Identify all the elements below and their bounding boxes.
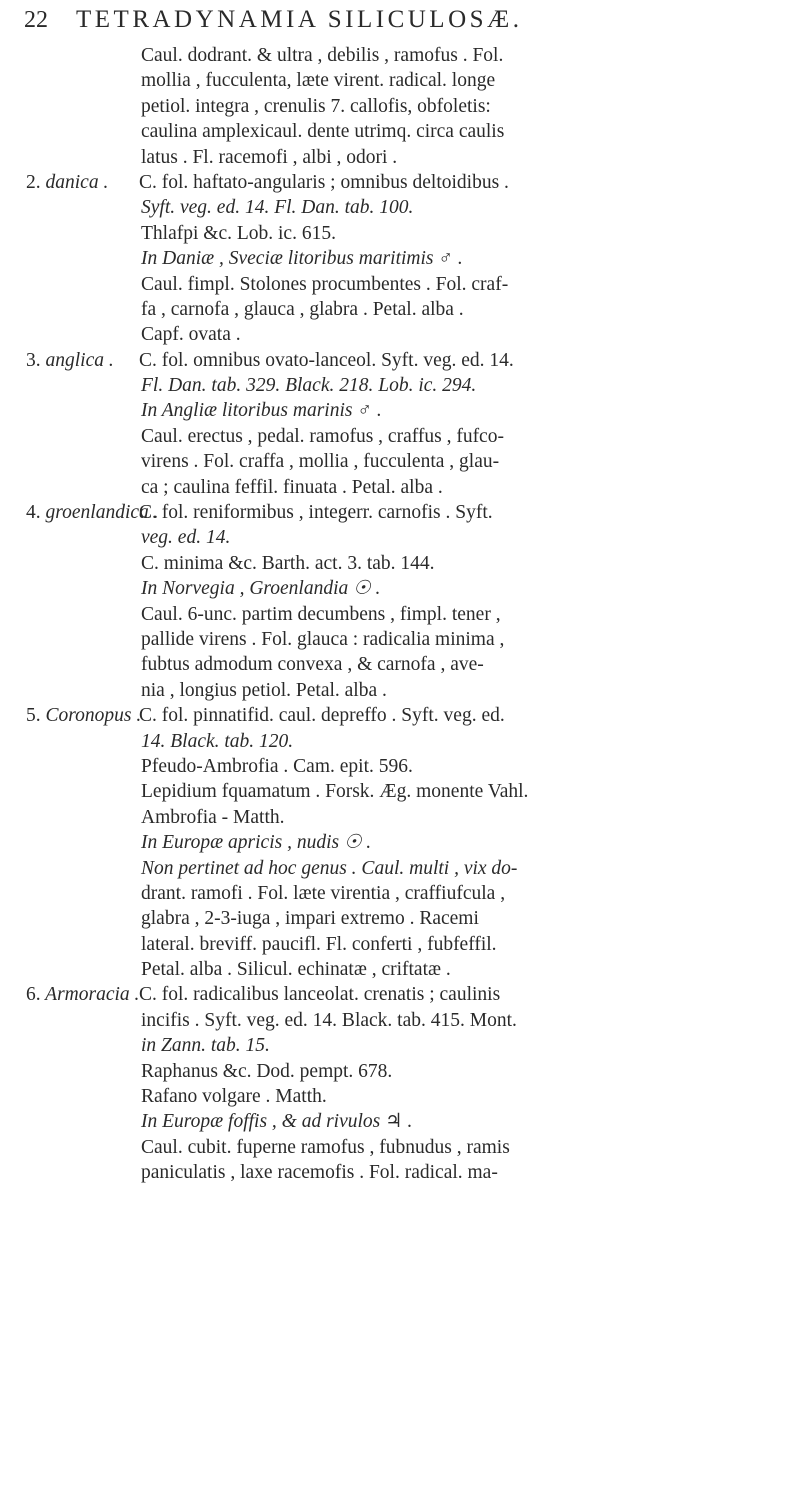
- line-text: Caul. cubit. fuperne ramofus , fubnudus , ramis: [141, 1136, 510, 1158]
- text-line: [26, 678, 796, 703]
- text-line: [26, 500, 796, 525]
- text-line: [26, 322, 796, 347]
- text-line: [26, 145, 796, 170]
- text-line: [26, 221, 796, 246]
- line-text: In Daniæ , Sveciæ litoribus maritimis ♂ .: [141, 248, 463, 270]
- text-line: [26, 627, 796, 652]
- line-text: fa , carnofa , glauca , glabra . Petal. alba .: [141, 298, 464, 320]
- species-name: anglica .: [45, 349, 114, 371]
- line-text: Pfeudo-Ambrofia . Cam. epit. 596.: [141, 755, 413, 777]
- species-text: [26, 43, 796, 1186]
- species-number: 5.: [26, 705, 41, 727]
- line-text: ca ; caulina feffil. finuata . Petal. alba .: [141, 476, 443, 498]
- text-line: [26, 297, 796, 322]
- line-text: Rafano volgare . Matth.: [141, 1086, 327, 1108]
- text-line: [26, 1084, 796, 1109]
- line-text: Caul. 6-unc. partim decumbens , fimpl. tener ,: [141, 603, 501, 625]
- text-line: [26, 830, 796, 855]
- line-text: glabra , 2-3-iuga , impari extremo . Racemi: [141, 908, 479, 930]
- text-line: [26, 1135, 796, 1160]
- line-text: veg. ed. 14.: [141, 527, 231, 549]
- line-text: paniculatis , laxe racemofis . Fol. radical. ma-: [141, 1162, 498, 1184]
- text-line: [26, 703, 796, 728]
- text-line: [26, 1033, 796, 1058]
- species-number: 3.: [26, 349, 41, 371]
- running-head: TETRADYNAMIA SILICULOSÆ.: [76, 6, 523, 33]
- line-text: mollia , fucculenta, læte virent. radical. longe: [141, 70, 496, 92]
- line-text: Caul. fimpl. Stolones procumbentes . Fol. craf-: [141, 273, 509, 295]
- line-text: C. minima &c. Barth. act. 3. tab. 144.: [141, 552, 435, 574]
- species-name: Armoracia .: [45, 984, 140, 1006]
- text-line: [26, 170, 796, 195]
- text-line: [26, 43, 796, 68]
- line-text: Lepidium fquamatum . Forsk. Æg. monente Vahl.: [141, 781, 529, 803]
- text-line: [26, 373, 796, 398]
- species-label: [26, 982, 139, 1007]
- text-line: [26, 779, 796, 804]
- line-text: Syft. veg. ed. 14. Fl. Dan. tab. 100.: [141, 197, 414, 219]
- line-text: C. fol. omnibus ovato-lanceol. Syft. veg. ed. 14.: [139, 349, 514, 371]
- line-text: Thlafpi &c. Lob. ic. 615.: [141, 222, 336, 244]
- text-line: [26, 1059, 796, 1084]
- text-line: [26, 449, 796, 474]
- line-text: in Zann. tab. 15.: [141, 1035, 270, 1057]
- species-label: [26, 348, 114, 373]
- line-text: C. fol. haftato-angularis ; omnibus deltoidibus .: [139, 171, 509, 193]
- line-text: Petal. alba . Silicul. echinatæ , criftatæ .: [141, 959, 451, 981]
- line-text: Caul. dodrant. & ultra , debilis , ramofus . Fol.: [141, 45, 504, 66]
- line-text: virens . Fol. craffa , mollia , fucculenta , glau-: [141, 451, 500, 473]
- text-line: [26, 348, 796, 373]
- line-text: fubtus admodum convexa , & carnofa , ave-: [141, 654, 484, 676]
- line-text: Fl. Dan. tab. 329. Black. 218. Lob. ic. 294.: [141, 375, 477, 397]
- line-text: drant. ramofi . Fol. læte virentia , craffiufcula ,: [141, 882, 506, 904]
- text-line: [26, 551, 796, 576]
- line-text: 14. Black. tab. 120.: [141, 730, 294, 752]
- line-text: Capf. ovata .: [141, 324, 241, 346]
- line-text: Caul. erectus , pedal. ramofus , craffus , fufco-: [141, 425, 504, 447]
- species-label: [26, 170, 108, 195]
- line-text: incifis . Syft. veg. ed. 14. Black. tab. 415. Mont.: [141, 1009, 517, 1031]
- text-line: [26, 68, 796, 93]
- text-line: [26, 652, 796, 677]
- text-line: [26, 729, 796, 754]
- text-line: [26, 525, 796, 550]
- text-line: [26, 195, 796, 220]
- species-number: 2.: [26, 171, 41, 193]
- species-name: danica .: [45, 171, 109, 193]
- line-text: C. fol. radicalibus lanceolat. crenatis ; caulinis: [139, 984, 501, 1006]
- line-text: lateral. breviff. paucifl. Fl. conferti , fubfeffil.: [141, 933, 497, 955]
- line-text: C. fol. reniformibus , integerr. carnofis . Syft.: [139, 502, 493, 524]
- line-text: Ambrofia - Matth.: [141, 806, 285, 828]
- text-line: [26, 906, 796, 931]
- line-text: caulina amplexicaul. dente utrimq. circa caulis: [141, 121, 505, 143]
- line-text: In Europæ apricis , nudis ☉ .: [141, 832, 372, 854]
- species-name: Coronopus .: [45, 705, 142, 727]
- species-number: 4.: [26, 502, 41, 524]
- text-line: [26, 398, 796, 423]
- line-text: latus . Fl. racemofi , albi , odori .: [141, 146, 398, 168]
- text-line: [26, 1008, 796, 1033]
- line-text: In Norvegia , Groenlandia ☉ .: [141, 578, 381, 600]
- text-line: [26, 246, 796, 271]
- text-line: [26, 475, 796, 500]
- page-header: [24, 6, 523, 38]
- line-text: In Angliæ litoribus marinis ♂ .: [141, 400, 382, 422]
- text-line: [26, 1109, 796, 1134]
- text-line: [26, 957, 796, 982]
- species-name: groenlandica .: [45, 502, 159, 524]
- text-line: [26, 94, 796, 119]
- text-line: [26, 982, 796, 1007]
- page-number: 22: [24, 7, 48, 33]
- text-line: [26, 602, 796, 627]
- text-line: [26, 119, 796, 144]
- text-line: [26, 856, 796, 881]
- text-line: [26, 1160, 796, 1185]
- species-label: [26, 703, 141, 728]
- text-line: [26, 881, 796, 906]
- line-text: petiol. integra , crenulis 7. callofis, obfoletis:: [141, 95, 491, 117]
- text-line: [26, 424, 796, 449]
- text-line: [26, 576, 796, 601]
- line-text: Raphanus &c. Dod. pempt. 678.: [141, 1060, 393, 1082]
- line-text: C. fol. pinnatifid. caul. depreffo . Syft. veg. ed.: [139, 705, 505, 727]
- line-text: nia , longius petiol. Petal. alba .: [141, 679, 387, 701]
- species-number: 6.: [26, 984, 41, 1006]
- text-line: [26, 932, 796, 957]
- text-line: [26, 754, 796, 779]
- text-line: [26, 805, 796, 830]
- text-line: [26, 272, 796, 297]
- line-text: pallide virens . Fol. glauca : radicalia minima ,: [141, 628, 505, 650]
- line-text: Non pertinet ad hoc genus . Caul. multi , vix do-: [141, 857, 518, 879]
- line-text: In Europæ foffis , & ad rivulos ♃ .: [141, 1111, 413, 1133]
